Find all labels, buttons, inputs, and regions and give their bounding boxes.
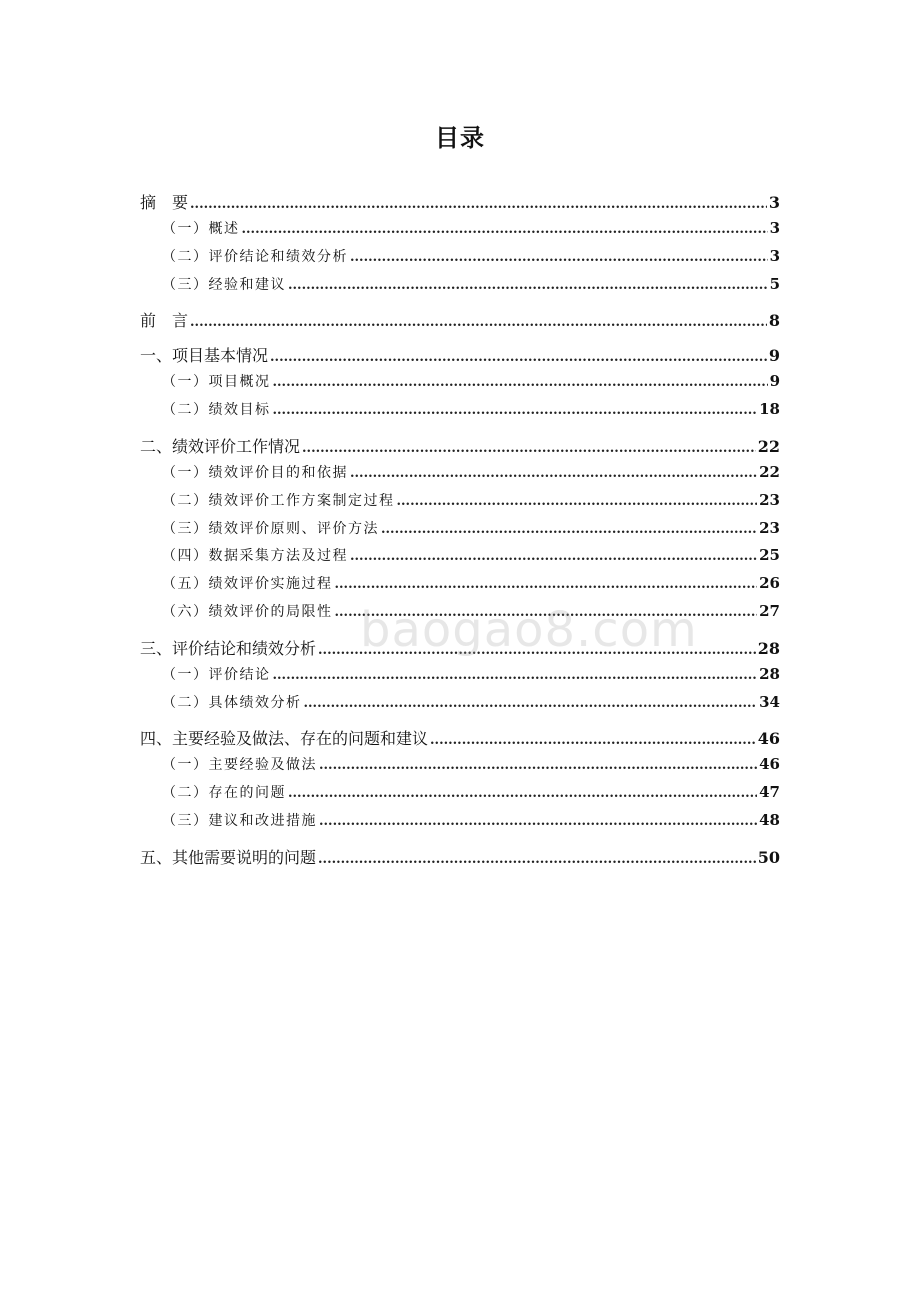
dot-leader: [350, 250, 768, 265]
toc-page-number: 9: [768, 346, 780, 366]
toc-entry-label: （三）经验和建议: [162, 276, 286, 293]
toc-entry-label: （一）主要经验及做法: [162, 757, 317, 774]
dot-leader: [381, 522, 757, 537]
toc-section-entry[interactable]: [140, 218, 780, 246]
toc-entry-label: （四）数据采集方法及过程: [162, 548, 348, 565]
toc-entry-label: （二）存在的问题: [162, 785, 286, 802]
dot-leader: [190, 315, 767, 330]
dot-leader: [430, 733, 756, 748]
toc-section-entry[interactable]: [140, 573, 780, 601]
toc-entry-label: 二、绩效评价工作情况: [140, 436, 301, 456]
toc-entry-label: （五）绩效评价实施过程: [162, 576, 333, 593]
dot-leader: [273, 403, 758, 418]
toc-page-number: 34: [759, 692, 780, 711]
toc-page-number: 3: [769, 246, 780, 265]
toc-section-entry[interactable]: [140, 274, 780, 302]
toc-entry-label: 前 言: [140, 311, 189, 331]
toc-entry-label: （六）绩效评价的局限性: [162, 603, 333, 620]
toc-section-entry[interactable]: [140, 664, 780, 692]
toc-page-number: 23: [759, 490, 780, 509]
dot-leader: [273, 668, 758, 683]
dot-leader: [350, 466, 757, 481]
toc-section-entry[interactable]: [140, 782, 780, 810]
toc-chapter-entry[interactable]: [140, 726, 780, 754]
toc-entry-label: （一）项目概况: [162, 374, 271, 391]
toc-page-number: 28: [757, 638, 780, 658]
toc-page-number: 8: [768, 311, 780, 331]
dot-leader: [350, 549, 757, 564]
toc-section-entry[interactable]: [140, 810, 780, 838]
toc-entry-label: （二）绩效评价工作方案制定过程: [162, 492, 395, 509]
toc-chapter-entry[interactable]: [140, 845, 780, 873]
dot-leader: [270, 350, 767, 365]
toc-chapter-entry[interactable]: [140, 343, 780, 371]
table-of-contents: [140, 190, 780, 873]
toc-page-number: 46: [759, 755, 780, 774]
toc-page-number: 47: [759, 783, 780, 802]
toc-entry-label: （一）绩效评价目的和依据: [162, 464, 348, 481]
toc-section-entry[interactable]: [140, 692, 780, 720]
toc-page-number: 9: [769, 372, 780, 391]
toc-entry-label: （二）绩效目标: [162, 402, 271, 419]
toc-page-number: 18: [759, 400, 780, 419]
toc-entry-label: 四、主要经验及做法、存在的问题和建议: [140, 729, 429, 749]
toc-page-number: 3: [769, 219, 780, 237]
toc-page-number: 22: [757, 436, 780, 456]
toc-entry-label: 摘 要: [140, 193, 189, 212]
dot-leader: [302, 441, 756, 456]
toc-chapter-entry[interactable]: [140, 190, 780, 218]
toc-page-number: 27: [759, 601, 780, 620]
toc-entry-label: （三）绩效评价原则、评价方法: [162, 520, 379, 537]
toc-chapter-entry[interactable]: [140, 308, 780, 336]
toc-entry-label: 三、评价结论和绩效分析: [140, 638, 317, 658]
toc-page-number: 3: [768, 193, 780, 212]
dot-leader: [318, 852, 756, 867]
toc-page-number: 22: [759, 462, 780, 481]
dot-leader: [319, 814, 757, 829]
dot-leader: [190, 197, 767, 212]
dot-leader: [288, 278, 768, 293]
toc-section-entry[interactable]: [140, 490, 780, 518]
toc-chapter-entry[interactable]: [140, 434, 780, 462]
toc-entry-label: （三）建议和改进措施: [162, 812, 317, 829]
toc-section-entry[interactable]: [140, 371, 780, 399]
toc-page-number: 50: [757, 847, 780, 867]
dot-leader: [304, 696, 758, 711]
toc-entry-label: （二）具体绩效分析: [162, 694, 302, 711]
dot-leader: [242, 222, 768, 237]
dot-leader: [335, 577, 758, 592]
toc-page-number: 23: [759, 518, 780, 537]
toc-page-number: 28: [759, 664, 780, 683]
toc-section-entry[interactable]: [140, 545, 780, 573]
toc-page-number: 5: [769, 274, 780, 293]
toc-section-entry[interactable]: [140, 246, 780, 274]
dot-leader: [319, 758, 757, 773]
dot-leader: [397, 494, 758, 509]
toc-page-number: 25: [759, 546, 780, 565]
toc-page-number: 26: [759, 574, 780, 593]
toc-entry-label: 一、项目基本情况: [140, 346, 269, 366]
toc-section-entry[interactable]: [140, 462, 780, 490]
toc-section-entry[interactable]: [140, 754, 780, 782]
toc-page-number: 46: [757, 729, 780, 749]
dot-leader: [288, 786, 757, 801]
dot-leader: [273, 375, 768, 390]
toc-entry-label: （一）评价结论: [162, 666, 271, 683]
watermark: baogao8.com: [360, 602, 698, 658]
toc-section-entry[interactable]: [140, 518, 780, 546]
toc-entry-label: （一）概述: [162, 221, 240, 237]
toc-section-entry[interactable]: [140, 399, 780, 427]
page-title: 目录: [435, 124, 485, 152]
toc-page-number: 48: [759, 810, 780, 829]
toc-entry-label: 五、其他需要说明的问题: [140, 847, 317, 867]
toc-entry-label: （二）评价结论和绩效分析: [162, 248, 348, 265]
